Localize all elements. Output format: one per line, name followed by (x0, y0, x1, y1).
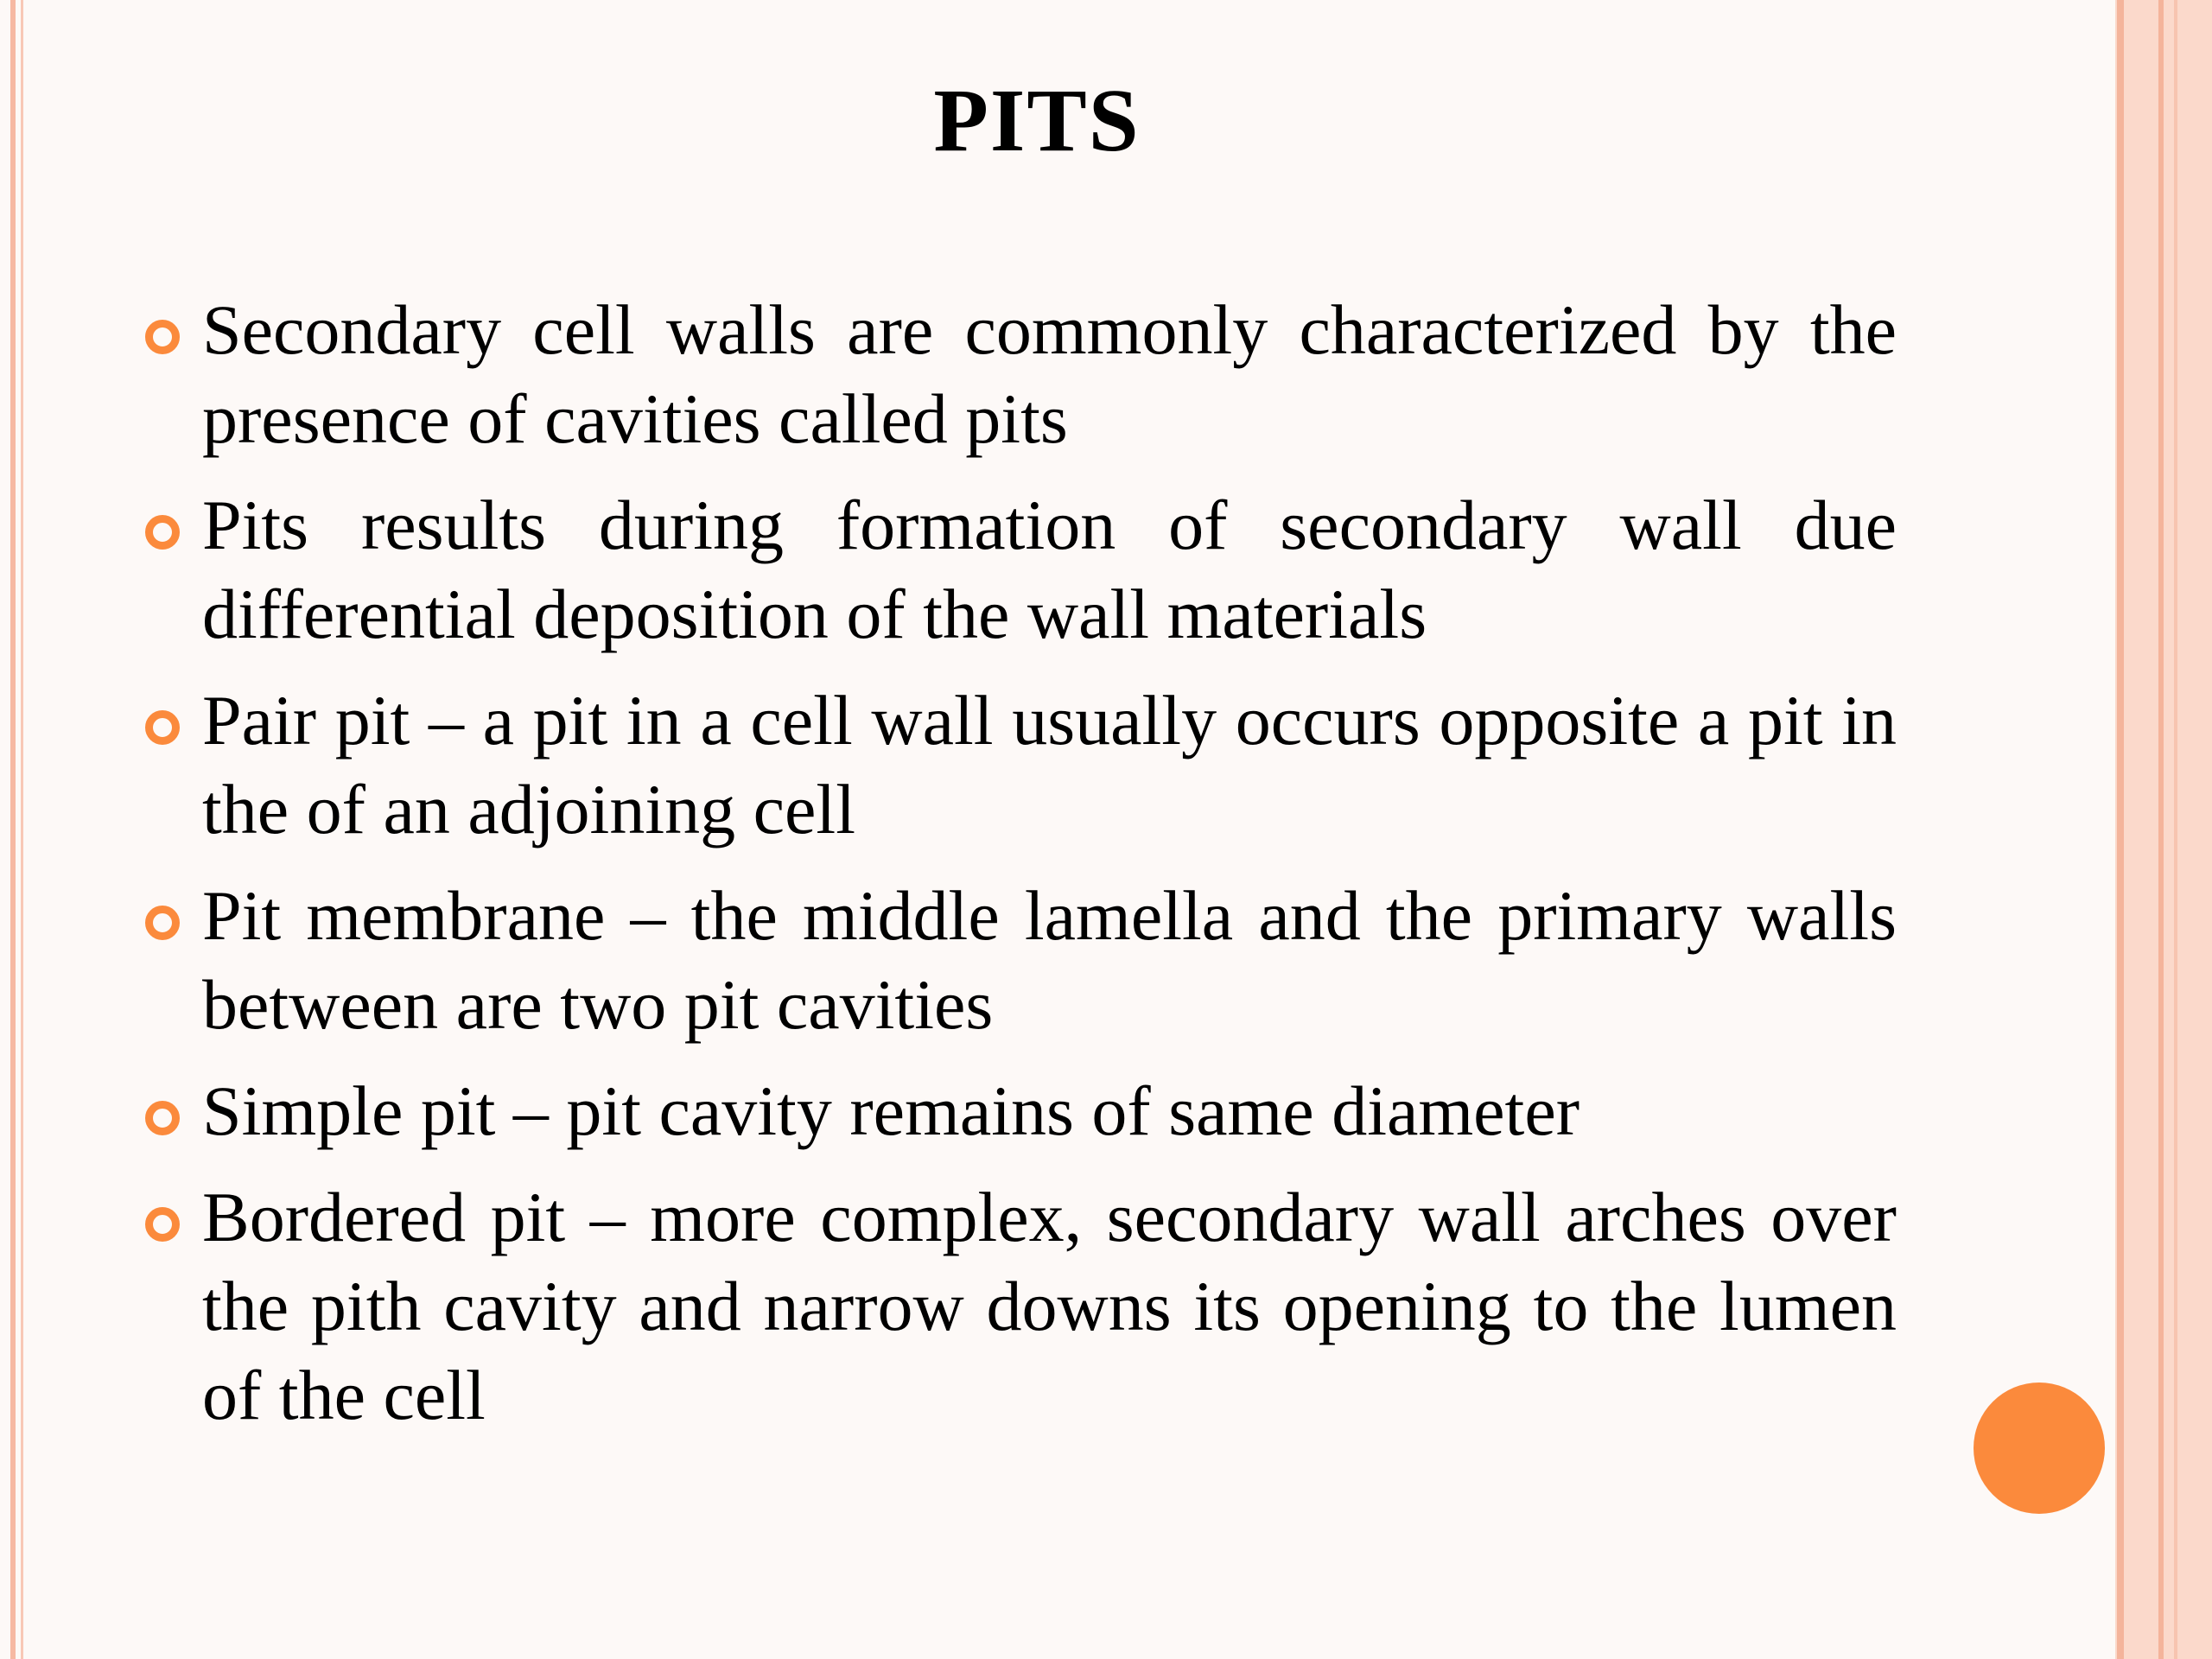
bullet-text: Pit membrane – the middle lamella and the primary walls between are two pit cavities (202, 876, 1897, 1044)
hollow-circle-bullet-icon (145, 1101, 180, 1135)
hollow-circle-bullet-icon (145, 906, 180, 940)
hollow-circle-bullet-icon (145, 320, 180, 354)
bullet-text: Bordered pit – more complex, secondary wall arches over the pith cavity and narrow downs its opening to the lumen of the cell (202, 1178, 1897, 1434)
bullet-text: Pits results during formation of secondary wall due differential deposition of the wall materials (202, 486, 1897, 653)
bullet-item (138, 285, 1897, 463)
bullet-list (138, 285, 1897, 1457)
left-border-line (10, 0, 16, 1659)
bullet-item (138, 676, 1897, 854)
left-border (0, 0, 29, 1659)
bullet-item (138, 1066, 1897, 1155)
right-border-line (2174, 0, 2177, 1659)
bullet-text: Simple pit – pit cavity remains of same diameter (202, 1071, 1580, 1150)
hollow-circle-bullet-icon (145, 710, 180, 745)
hollow-circle-bullet-icon (145, 1207, 180, 1242)
hollow-circle-bullet-icon (145, 515, 180, 550)
bullet-item (138, 480, 1897, 658)
slide-title: PITS (933, 71, 1141, 170)
bullet-text: Pair pit – a pit in a cell wall usually occurs opposite a pit in the of an adjoining cell (202, 681, 1897, 849)
bullet-text: Secondary cell walls are commonly characterized by the presence of cavities called pits (202, 290, 1897, 458)
bullet-item (138, 1173, 1897, 1440)
right-border-line (2117, 0, 2124, 1659)
right-decorative-panel (2115, 0, 2212, 1659)
bullet-item (138, 871, 1897, 1049)
left-border-line (21, 0, 23, 1659)
accent-circle (1974, 1382, 2105, 1514)
right-border-line (2158, 0, 2164, 1659)
